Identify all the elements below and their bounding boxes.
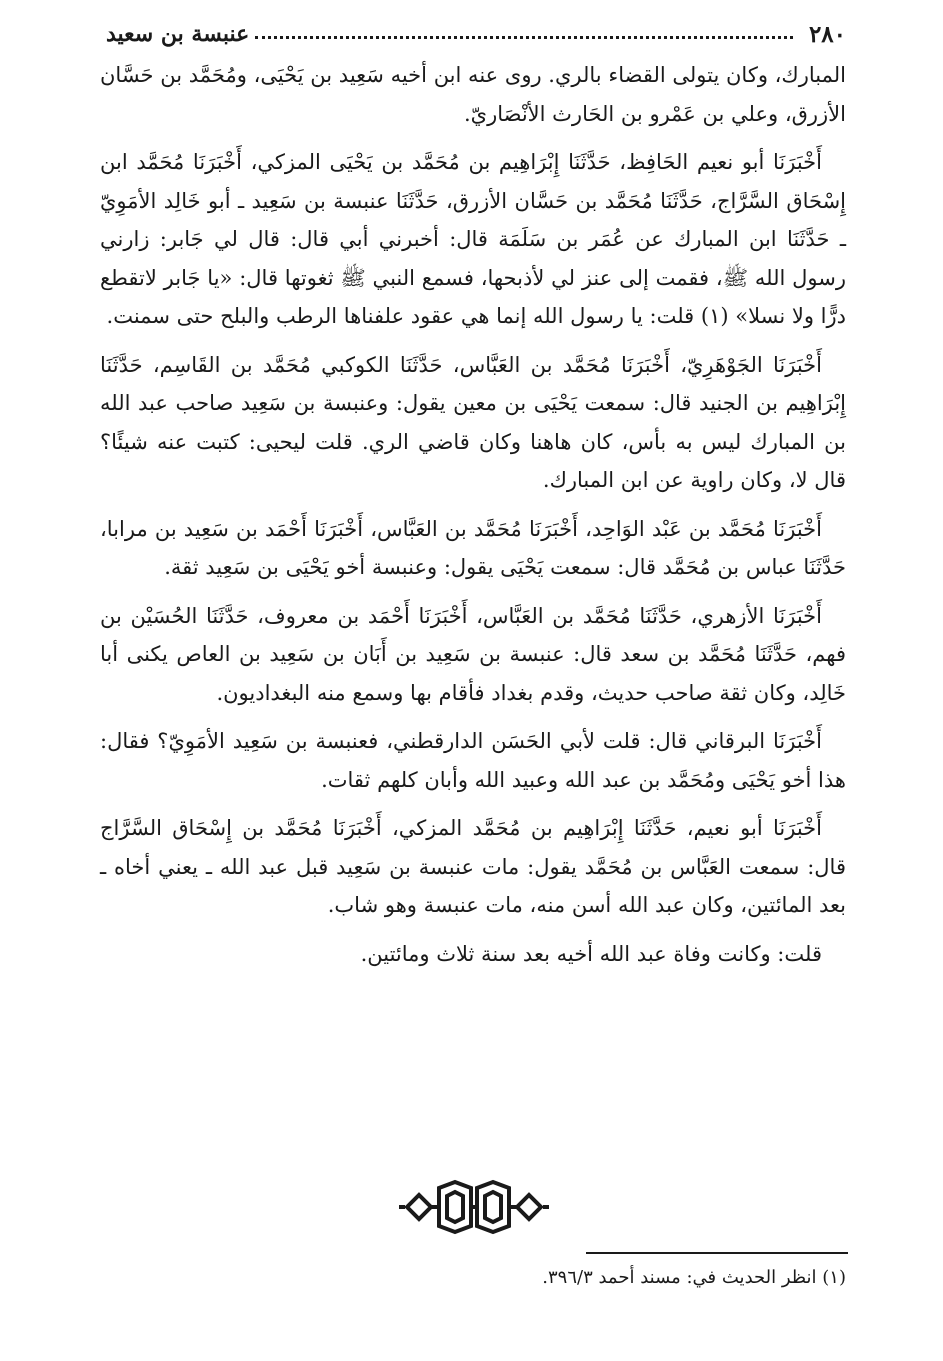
header-dot-leader <box>255 36 793 39</box>
main-text <box>100 56 846 983</box>
page-number: ٢٨٠ <box>808 20 846 48</box>
page-header <box>106 16 846 52</box>
paragraph: أَخْبَرَنَا أبو نعيم، حَدَّثَنَا إِبْرَاهِيم بن مُحَمَّد المزكي، أَخْبَرَنَا مُحَمَّد بن إِسْحَاق السَّرَّاج قال: سمعت العَبَّاس بن مُحَمَّد يقول: مات عنبسة بن سَعِيد قبل عبد الله ـ يعني أخاه ـ بعد المائتين، وكان عبد الله أسن منه، مات عنبسة وهو شاب. <box>100 816 846 917</box>
paragraph: أَخْبَرَنَا البرقاني قال: قلت لأبي الحَسَن الدارقطني، فعنبسة بن سَعِيد الأمَوِيّ؟ فقال: هذا أخو يَحْيَى ومُحَمَّد بن عبد الله وعبيد الله وأبان كلهم ثقات. <box>100 729 846 792</box>
paragraph: أَخْبَرَنَا الجَوْهَرِيّ، أَخْبَرَنَا مُحَمَّد بن العَبَّاس، حَدَّثَنَا الكوكبي مُحَمَّد بن القَاسِم، حَدَّثَنَا إِبْرَاهِيم بن الجنيد قال: سمعت يَحْيَى بن معين يقول: وعنبسة بن سَعِيد صاحب عبد الله بن المبارك ليس به بأس، كان هاهنا وكان قاضي الري. قلت ليحيى: كتبت عنه شيئًا؟ قال لا، وكان راوية عن ابن المبارك. <box>100 352 846 492</box>
paragraph: أَخْبَرَنَا الأزهري، حَدَّثَنَا مُحَمَّد بن العَبَّاس، أَخْبَرَنَا أَحْمَد بن معروف، حَدَّثَنَا الحُسَيْن بن فهم، حَدَّثَنَا مُحَمَّد بن سعد قال: عنبسة بن سَعِيد بن أَبَان بن سَعِيد بن العاص يكنى أبا خَالِد، وكان ثقة صاحب حديث، وقدم بغداد فأقام بها وسمع منه البغداديون. <box>100 603 846 705</box>
footnote: (١) انظر الحديث في: مسند أحمد ٣٩٦/٣. <box>542 1267 846 1288</box>
paragraph: أَخْبَرَنَا مُحَمَّد بن عَبْد الوَاحِد، أَخْبَرَنَا مُحَمَّد بن العَبَّاس، أَخْبَرَنَا أَحْمَد بن سَعِيد بن مرابا، حَدَّثَنَا عباس بن مُحَمَّد قال: سمعت يَحْيَى يقول: وعنبسة أخو يَحْيَى بن سَعِيد ثقة. <box>100 516 846 579</box>
paragraph: أَخْبَرَنَا أبو نعيم الحَافِظ، حَدَّثَنَا إِبْرَاهِيم بن مُحَمَّد بن يَحْيَى المزكي، أَخْبَرَنَا مُحَمَّد ابن إِسْحَاق السَّرَّاج، حَدَّثَنَا مُحَمَّد بن حَسَّان الأزرق، حَدَّثَنَا عنبسة بن سَعِيد ـ أبو خَالِد الأمَوِيّ ـ حَدَّثَنَا ابن المبارك عن عُمَر بن سَلَمَة قال: أخبرني أبي قال: قال لي جَابر: زارني رسول الله ﷺ، فقمت إلى عنز لي لأذبحها، فسمع النبي ﷺ ثغوتها قال: «يا جَابر لاتقطع درًّا ولا نسلا» (١) قلت: يا رسول الله إنما هي عقود علفناها الرطب والبلح حتى سمنت. <box>100 150 846 328</box>
section-end-ornament-icon <box>399 1178 549 1236</box>
paragraph: قلت: وكانت وفاة عبد الله أخيه بعد سنة ثلاث ومائتين. <box>360 941 822 966</box>
running-title: عنبسة بن سعيد <box>106 21 250 47</box>
paragraph: المبارك، وكان يتولى القضاء بالري. روى عنه ابن أخيه سَعِيد بن يَحْيَى، ومُحَمَّد بن حَسَّان الأزرق، وعلي بن عَمْرو بن الحَارث الأنْصَاريّ. <box>100 63 846 126</box>
footnote-divider <box>586 1252 848 1254</box>
